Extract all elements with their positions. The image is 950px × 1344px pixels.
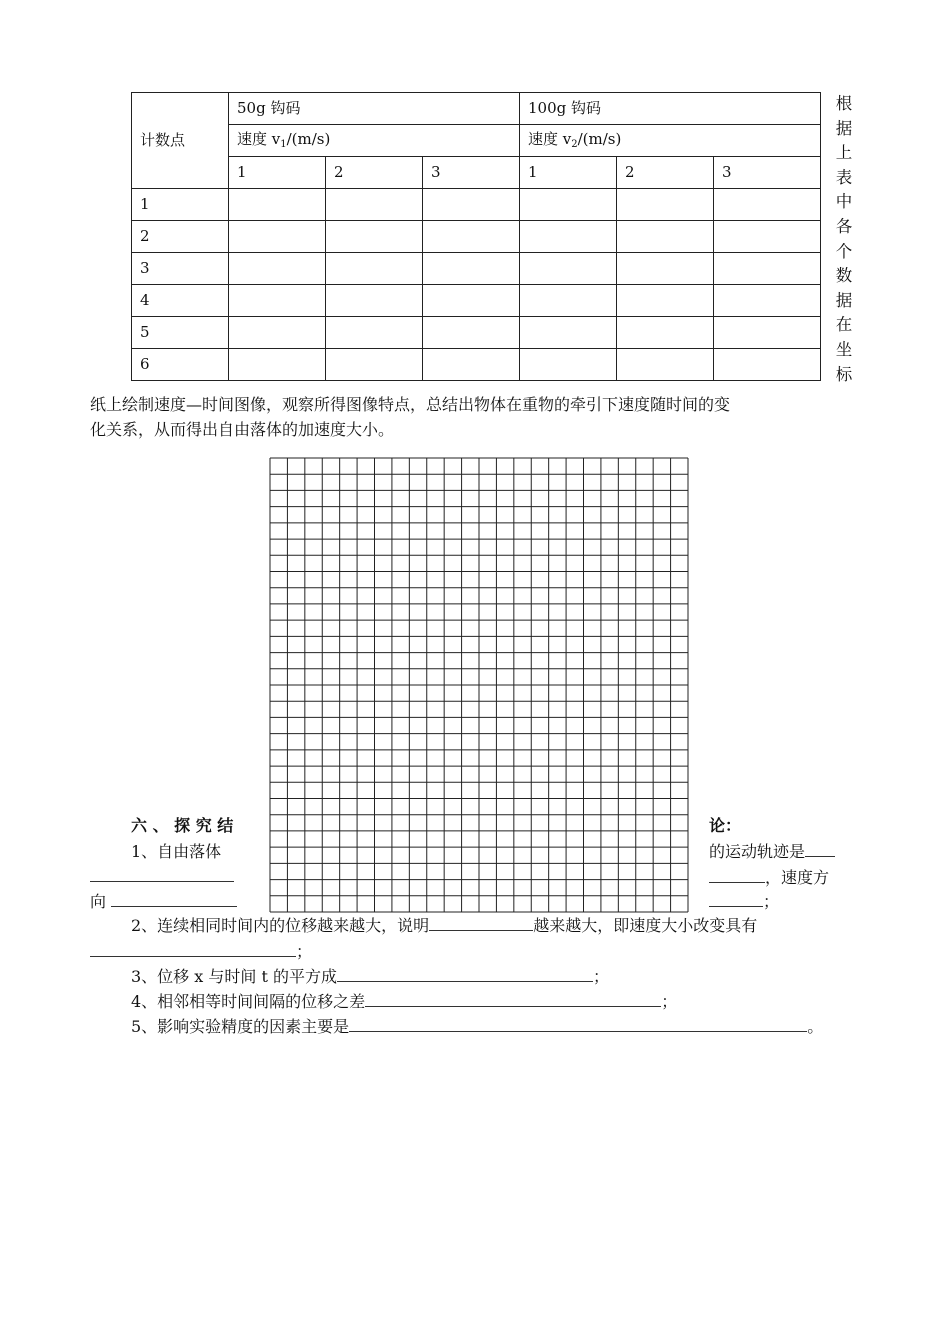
item1-speed-direction: ，速度方 — [709, 866, 829, 890]
item1-right: 的运动轨迹是 — [709, 840, 835, 864]
empty-cell[interactable] — [326, 285, 423, 317]
item1-direction-end: ； — [709, 890, 779, 914]
table-row — [132, 221, 821, 253]
empty-cell[interactable] — [229, 349, 326, 381]
empty-cell[interactable] — [326, 253, 423, 285]
trial-header: 3 — [714, 157, 821, 189]
instruction-line-1: 纸上绘制速度—时间图像，观察所得图像特点，总结出物体在重物的牵引下速度随时间的变 — [90, 395, 731, 414]
empty-cell[interactable] — [326, 349, 423, 381]
empty-cell[interactable] — [714, 317, 821, 349]
empty-cell[interactable] — [520, 349, 617, 381]
empty-cell[interactable] — [714, 349, 821, 381]
empty-cell[interactable] — [326, 221, 423, 253]
blank-item3[interactable] — [337, 966, 593, 982]
empty-cell[interactable] — [617, 285, 714, 317]
blank-item4[interactable] — [365, 991, 661, 1007]
instruction-line-2: 化关系，从而得出自由落体的加速度大小。 — [90, 420, 395, 439]
empty-cell[interactable] — [423, 317, 520, 349]
item1-left: 1、自由落体 — [131, 842, 222, 861]
blank-direction-end[interactable] — [709, 891, 763, 907]
empty-cell[interactable] — [423, 285, 520, 317]
conclusion-heading-right: 论： — [709, 816, 742, 835]
trial-header: 2 — [617, 157, 714, 189]
empty-cell[interactable] — [714, 253, 821, 285]
empty-cell[interactable] — [617, 349, 714, 381]
empty-cell[interactable] — [520, 189, 617, 221]
empty-cell[interactable] — [617, 189, 714, 221]
conclusion-heading-left: 六 、 探 究 结 — [131, 816, 234, 835]
data-table — [131, 92, 821, 381]
empty-cell[interactable] — [617, 221, 714, 253]
empty-cell[interactable] — [617, 253, 714, 285]
item4: 4、相邻相等时间间隔的位移之差 ； — [131, 992, 678, 1011]
row-label: 5 — [132, 317, 229, 349]
table-row — [132, 317, 821, 349]
header-group-50g: 50g 钩码 — [229, 93, 520, 125]
header-count-point: 计数点 — [132, 93, 229, 189]
side-vertical-text: 根 据 上 表 中 各 个 数 据 在 坐 标 — [835, 94, 853, 384]
empty-cell[interactable] — [520, 317, 617, 349]
empty-cell[interactable] — [520, 253, 617, 285]
trial-header: 3 — [423, 157, 520, 189]
empty-cell[interactable] — [423, 253, 520, 285]
table-row — [132, 253, 821, 285]
empty-cell[interactable] — [423, 189, 520, 221]
row-label: 4 — [132, 285, 229, 317]
item5: 5、影响实验精度的因素主要是 。 — [131, 1017, 824, 1036]
blank-direction[interactable] — [111, 891, 237, 907]
empty-cell[interactable] — [326, 189, 423, 221]
header-speed-v1: 速度 $v_1/(m/s)$ — [229, 125, 520, 157]
empty-cell[interactable] — [714, 285, 821, 317]
item2: 2、连续相同时间内的位移越来越大，说明 越来越大，即速度大小改变具有 — [131, 916, 758, 935]
empty-cell[interactable] — [326, 317, 423, 349]
empty-cell[interactable] — [229, 285, 326, 317]
table-row — [132, 189, 821, 221]
header-speed-v2: 速度 $v_2/(m/s)$ — [520, 125, 821, 157]
empty-cell[interactable] — [229, 221, 326, 253]
row-label: 1 — [132, 189, 229, 221]
graph-paper-grid[interactable] — [269, 457, 689, 913]
item3: 3、位移 x 与时间 t 的平方成 ； — [131, 967, 609, 986]
row-label: 6 — [132, 349, 229, 381]
table-row — [132, 285, 821, 317]
empty-cell[interactable] — [520, 285, 617, 317]
item2-end: ； — [90, 940, 312, 964]
table-row — [132, 349, 821, 381]
empty-cell[interactable] — [617, 317, 714, 349]
empty-cell[interactable] — [229, 317, 326, 349]
trial-header: 1 — [520, 157, 617, 189]
header-group-100g: 100g 钩码 — [520, 93, 821, 125]
item1-direction: 向 — [90, 890, 237, 914]
empty-cell[interactable] — [423, 349, 520, 381]
blank-trajectory-continued[interactable] — [90, 866, 234, 886]
empty-cell[interactable] — [714, 189, 821, 221]
row-label: 3 — [132, 253, 229, 285]
empty-cell[interactable] — [229, 253, 326, 285]
empty-cell[interactable] — [423, 221, 520, 253]
blank-trajectory-end[interactable] — [709, 867, 765, 883]
blank-item2-b[interactable] — [90, 941, 296, 957]
row-label: 2 — [132, 221, 229, 253]
trial-header: 1 — [229, 157, 326, 189]
empty-cell[interactable] — [520, 221, 617, 253]
trial-header: 2 — [326, 157, 423, 189]
blank-trajectory[interactable] — [805, 841, 835, 857]
empty-cell[interactable] — [229, 189, 326, 221]
empty-cell[interactable] — [714, 221, 821, 253]
blank-item2-a[interactable] — [429, 915, 533, 931]
blank-item5[interactable] — [349, 1016, 807, 1032]
